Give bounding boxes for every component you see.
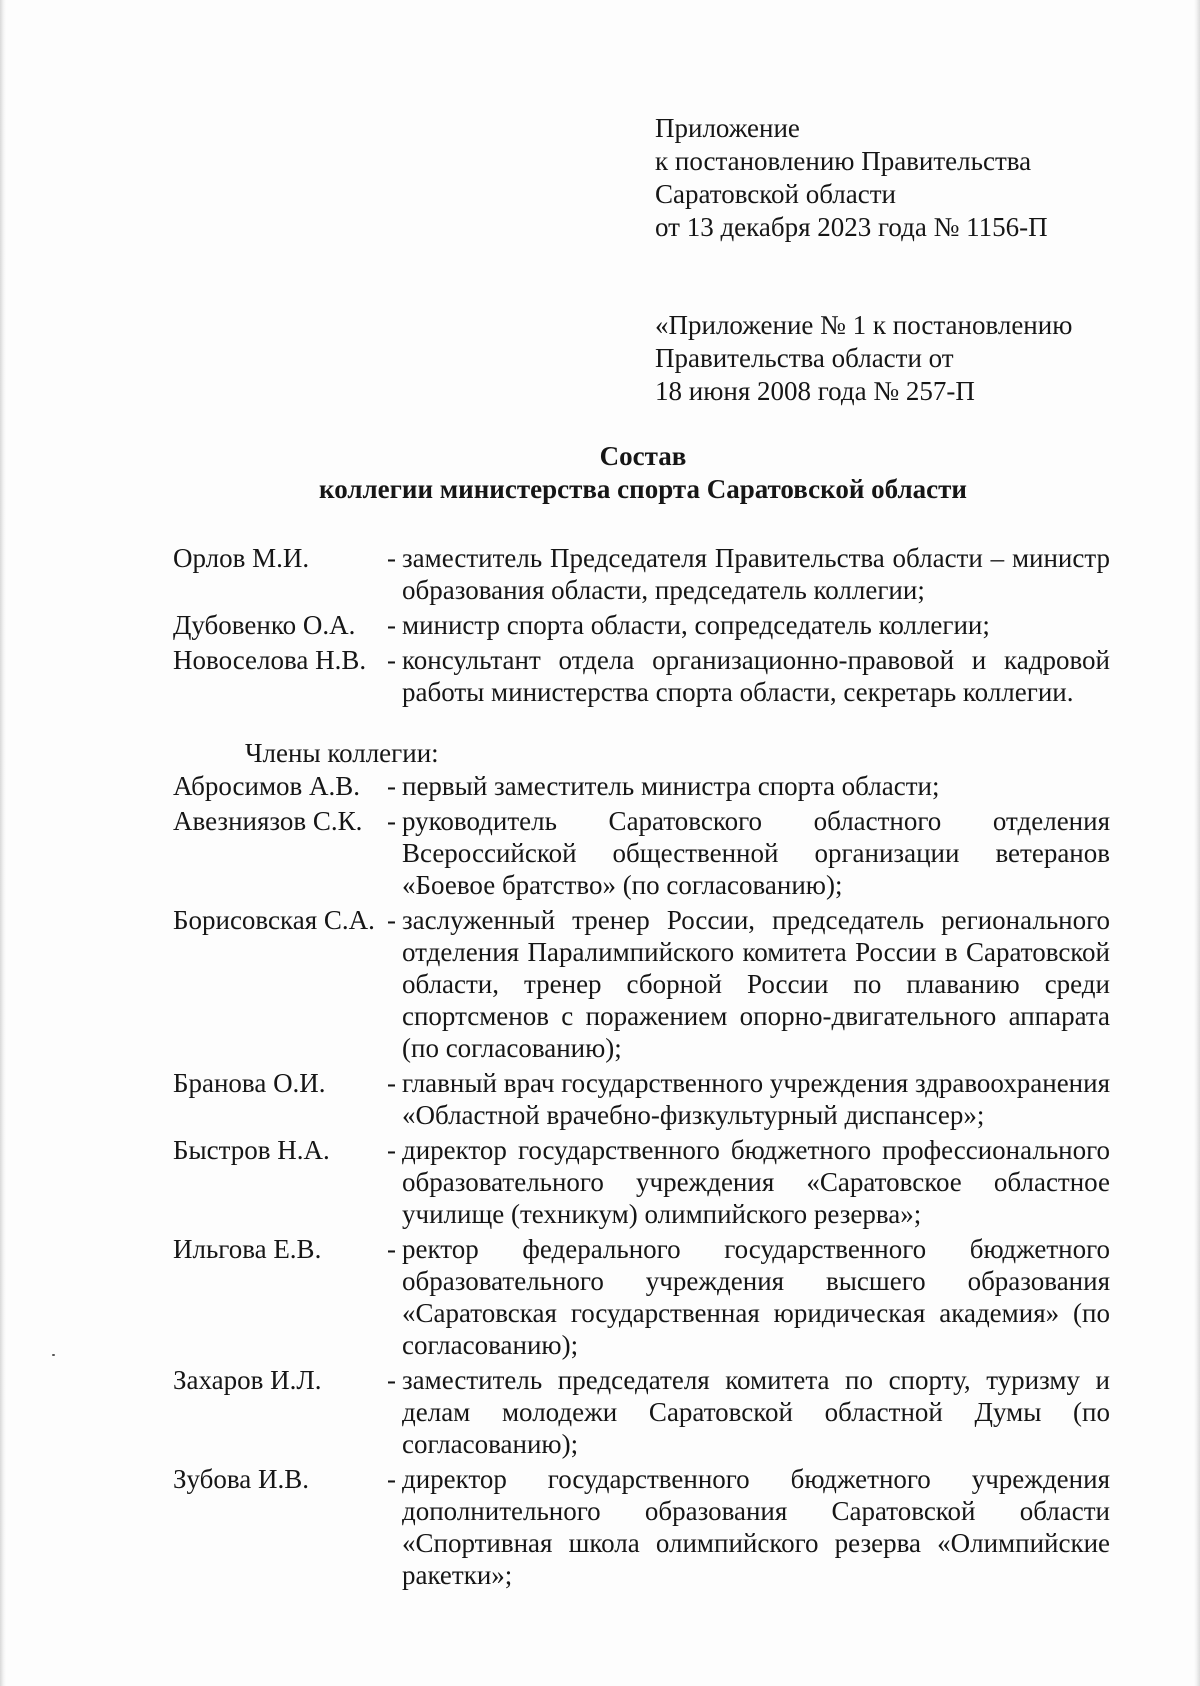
annex-quote-line: Правительства области от (655, 343, 954, 373)
person-position: руководитель Саратовского областного отделения Всероссийской общественной организации ветеранов «Боевое братство» (по согласованию); (402, 806, 1110, 900)
dash-separator: - (387, 645, 396, 675)
roster-row (173, 904, 1110, 1064)
person-name: Авезниязов С.К. (173, 806, 363, 836)
person-name: Зубова И.В. (173, 1464, 310, 1494)
roster-row (173, 805, 1110, 901)
dash-separator: - (387, 1068, 396, 1098)
person-position: заместитель Председателя Правительства области – министр образования области, председатель коллегии; (402, 543, 1110, 605)
person-name: Бранова О.И. (173, 1068, 326, 1098)
members-list (173, 770, 1110, 1594)
dash-separator: - (387, 1234, 396, 1264)
person-position: заместитель председателя комитета по спорту, туризму и делам молодежи Саратовской областной Думы (по согласованию); (402, 1365, 1110, 1459)
annex-quote-line: «Приложение № 1 к постановлению (655, 310, 1073, 340)
person-name: Новоселова Н.В. (173, 645, 367, 675)
dash-separator: - (387, 1365, 396, 1395)
annex-header-line: к постановлению Правительства (655, 146, 1032, 176)
annex-header-line: Саратовской области (655, 179, 896, 209)
roster-row (173, 542, 1110, 606)
dash-separator: - (387, 1464, 396, 1494)
person-name: Абросимов А.В. (173, 771, 361, 801)
annex-header (655, 112, 1048, 244)
person-name: Ильгова Е.В. (173, 1234, 322, 1264)
dash-separator: - (387, 771, 396, 801)
person-position: министр спорта области, сопредседатель коллегии; (402, 610, 990, 640)
scan-edge-right (1194, 0, 1200, 1686)
dash-separator: - (387, 905, 396, 935)
person-name: Захаров И.Л. (173, 1365, 322, 1395)
person-position: директор государственного бюджетного профессионального образовательного учреждения «Саратовское областное училище (техникум) олимпийского резерва»; (402, 1135, 1110, 1229)
document-title (0, 440, 1200, 506)
person-name: Борисовская С.А. (173, 905, 375, 935)
person-name: Быстров Н.А. (173, 1135, 330, 1165)
roster-row (173, 770, 1110, 802)
annex-header-line: Приложение (655, 113, 800, 143)
person-position: главный врач государственного учреждения здравоохранения «Областной врачебно-физкультурный диспансер»; (402, 1068, 1110, 1130)
dash-separator: - (387, 806, 396, 836)
person-name: Орлов М.И. (173, 543, 310, 573)
dash-separator: - (387, 610, 396, 640)
person-position: заслуженный тренер России, председатель регионального отделения Паралимпийского комитета России в Саратовской области, тренер сборной России по плаванию среди спортсменов с поражением опорно-двигательного аппарата (по согласованию); (402, 905, 1110, 1063)
person-position: ректор федерального государственного бюджетного образовательного учреждения высшего образования «Саратовская государственная юридическая академия» (по согласованию); (402, 1234, 1110, 1360)
dash-separator: - (387, 543, 396, 573)
members-heading: Члены коллегии: (245, 738, 439, 768)
chairs-list (173, 542, 1110, 711)
annex-quote-line: 18 июня 2008 года № 257-П (655, 376, 975, 406)
roster-row (173, 1364, 1110, 1460)
scan-edge-left (0, 0, 6, 1686)
roster-row (173, 1134, 1110, 1230)
roster-row (173, 609, 1110, 641)
roster-row (173, 1463, 1110, 1591)
annex-header-line: от 13 декабря 2023 года № 1156-П (655, 212, 1048, 242)
person-position: директор государственного бюджетного учреждения дополнительного образования Саратовской области «Спортивная школа олимпийского резерва «Олимпийские ракетки»; (402, 1464, 1110, 1590)
person-name: Дубовенко О.А. (173, 610, 356, 640)
title-line-2: коллегии министерства спорта Саратовской области (319, 474, 967, 504)
roster-row (173, 644, 1110, 708)
dash-separator: - (387, 1135, 396, 1165)
annex-quote (655, 309, 1072, 408)
roster-row (173, 1067, 1110, 1131)
person-position: первый заместитель министра спорта области; (402, 771, 940, 801)
title-line-1: Состав (599, 441, 687, 471)
person-position: консультант отдела организационно-правовой и кадровой работы министерства спорта области, секретарь коллегии. (402, 645, 1110, 707)
scan-speck (52, 1354, 55, 1356)
roster-row (173, 1233, 1110, 1361)
